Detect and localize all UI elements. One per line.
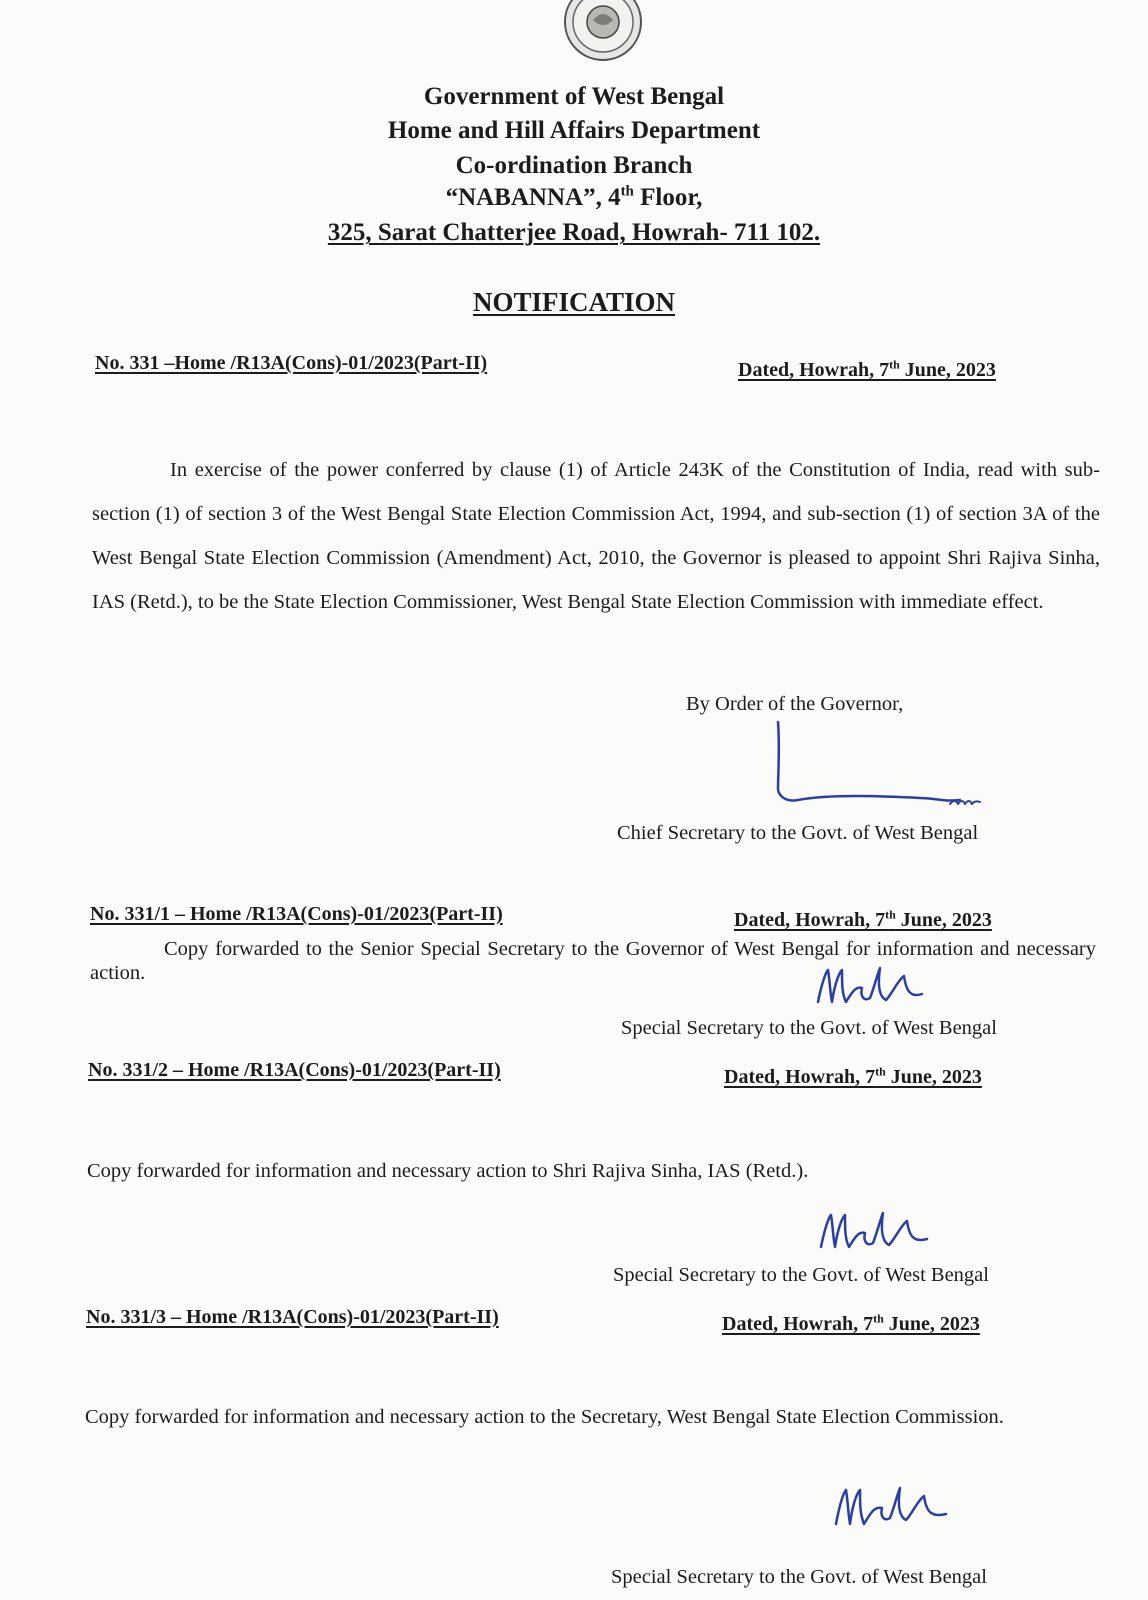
copy3-text: Copy forwarded for information and necessary action to the Secretary, West Bengal State Election Commission. bbox=[85, 1406, 1004, 1428]
notification-title: NOTIFICATION bbox=[472, 287, 676, 317]
chief-secretary-signatory: Chief Secretary to the Govt. of West Bengal bbox=[617, 822, 979, 844]
main-date: Dated, Howrah, 7th June, 2023 bbox=[738, 357, 996, 381]
copy1-signatory: Special Secretary to the Govt. of West Bengal bbox=[621, 1017, 997, 1039]
header-department: Home and Hill Affairs Department bbox=[387, 117, 761, 144]
copy2-text: Copy forwarded for information and necessary action to Shri Rajiva Sinha, IAS (Retd.). bbox=[87, 1160, 809, 1182]
notification-body: In exercise of the power conferred by clause (1) of Article 243K of the Constitution of India, read with sub-section (1) of section 3 of the West Bengal State Election Commission Act, 1994, and sub-section (1) of section 3A of the West Bengal State Election Commission (Amendment) Act, 2010, the Governor is pleased to appoint Shri Rajiva Sinha, IAS (Retd.), to be the State Election Commissioner, West Bengal State Election Commission with immediate effect. bbox=[92, 459, 1100, 613]
copy1-ref-no: No. 331/1 – Home /R13A(Cons)-01/2023(Part-II) bbox=[90, 903, 503, 925]
copy3-signatory: Special Secretary to the Govt. of West Bengal bbox=[611, 1566, 987, 1588]
copy3-date: Dated, Howrah, 7th June, 2023 bbox=[722, 1311, 980, 1335]
header-building: “NABANNA”, 4th Floor, bbox=[445, 183, 703, 211]
main-ref-no: No. 331 –Home /R13A(Cons)-01/2023(Part-II) bbox=[95, 352, 488, 374]
handwritten-signature-icon bbox=[815, 1205, 945, 1257]
copy2-signatory: Special Secretary to the Govt. of West Bengal bbox=[613, 1264, 989, 1286]
by-order-text: By Order of the Governor, bbox=[686, 693, 904, 715]
copy1-date: Dated, Howrah, 7th June, 2023 bbox=[734, 907, 992, 931]
header-government: Government of West Bengal bbox=[423, 83, 725, 110]
government-seal-icon bbox=[563, 0, 643, 62]
handwritten-signature-icon bbox=[830, 1478, 970, 1534]
header-branch: Co-ordination Branch bbox=[455, 152, 693, 179]
header-address: 325, Sarat Chatterjee Road, Howrah- 711 102. bbox=[327, 219, 821, 246]
copy1-text: Copy forwarded to the Senior Special Secretary to the Governor of West Bengal for information and necessary action. bbox=[90, 938, 1096, 984]
copy3-ref-no: No. 331/3 – Home /R13A(Cons)-01/2023(Part-II) bbox=[86, 1306, 499, 1328]
copy2-ref-no: No. 331/2 – Home /R13A(Cons)-01/2023(Part-II) bbox=[88, 1059, 501, 1081]
handwritten-signature-icon bbox=[812, 962, 942, 1012]
handwritten-signature-icon bbox=[770, 718, 1000, 818]
copy2-date: Dated, Howrah, 7th June, 2023 bbox=[724, 1064, 982, 1088]
